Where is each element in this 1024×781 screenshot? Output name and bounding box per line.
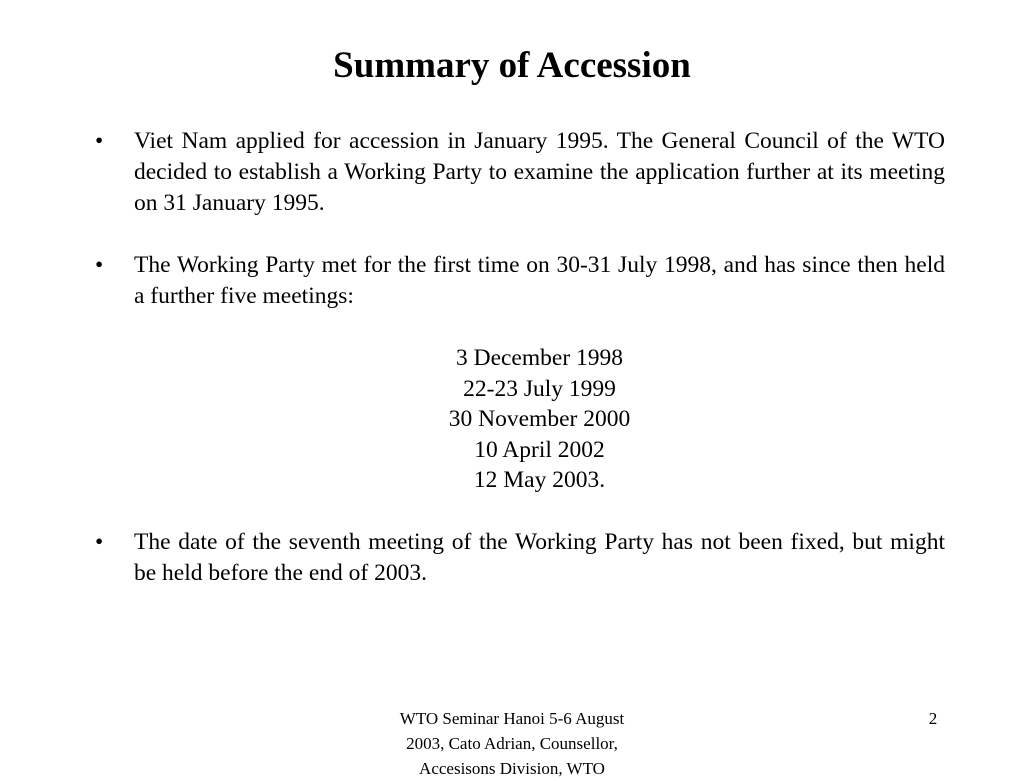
slide-footer bbox=[362, 706, 662, 781]
footer-line: 2003, Cato Adrian, Counsellor, bbox=[406, 734, 618, 753]
meeting-date: 10 April 2002 bbox=[474, 436, 605, 463]
bullet-text-2: The Working Party met for the first time on 30-31 July 1998, and has since then held a further five meetings: bbox=[134, 252, 945, 309]
bullet-item-2 bbox=[93, 250, 945, 312]
bullet-item-1 bbox=[93, 126, 945, 219]
slide-body bbox=[93, 126, 945, 589]
bullet-marker: • bbox=[95, 252, 104, 278]
bullet-text-3: The date of the seventh meeting of the Working Party has not been fixed, but might be held before the end of 2003. bbox=[134, 528, 945, 586]
bullet-item-3 bbox=[93, 527, 945, 589]
bullet-marker: • bbox=[95, 528, 104, 555]
footer-line: WTO Seminar Hanoi 5-6 August bbox=[399, 709, 625, 728]
meeting-date: 30 November 2000 bbox=[448, 406, 631, 432]
meeting-date: 3 December 1998 bbox=[455, 345, 624, 371]
slide-title: Summary of Accession bbox=[333, 45, 691, 86]
page-number: 2 bbox=[928, 709, 938, 728]
meeting-dates-list bbox=[134, 343, 945, 496]
meeting-date: 12 May 2003. bbox=[473, 467, 606, 493]
meeting-date: 22-23 July 1999 bbox=[463, 375, 616, 402]
bullet-text-1: Viet Nam applied for accession in January 1995. The General Council of the WTO decided to establish a Working Party to examine the application further at its meeting on 31 January 1995. bbox=[134, 128, 945, 216]
bullet-marker: • bbox=[95, 128, 104, 154]
footer-line: Accesisons Division, WTO bbox=[419, 759, 605, 778]
